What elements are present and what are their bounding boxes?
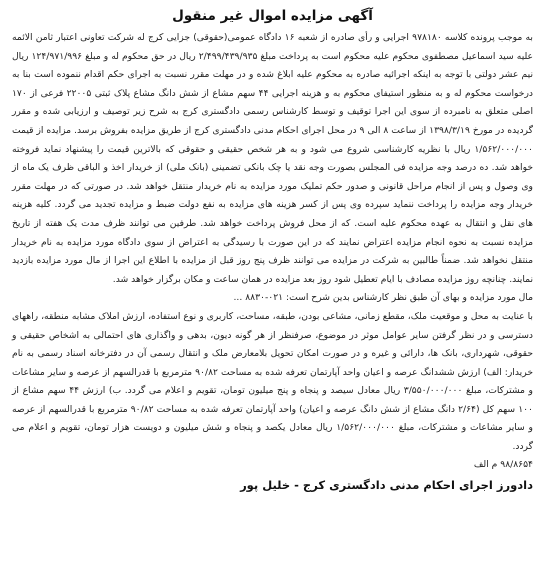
notice-signature: دادورز اجرای احکام مدنی دادگستری کرج - خلیل پور [240,477,533,492]
notice-body [12,29,533,457]
notice-paragraph-main: به موجب پرونده کلاسه ۹۷۸۱۸۰ اجرایی و رأی صادره از شعبه ۱۶ دادگاه عمومی(حقوقی) جزایی کرج له شرکت تعاونی اعتبار ثامن الائمه علیه سید اسماعیل مصطفوی محکوم علیه محکوم است به پرداخت مبلغ ۲/۴۹۹/۴۳۹/۹۳۵ ریال در حق محکوم له و مبلغ ۱۲۴/۹۷۱/۹۹۶ ریال نیم عشر دولتی با توجه به اینکه اجرائیه صادره به محکوم علیه ابلاغ شده و در مهلت مقرر نسبت به اجرای حکم اقدام ننموده است بنا به درخواست محکوم له و به منظور استیفای محکوم به و هزینه اجرایی ۴۴ سهم مشاع از شش دانگ مشاع پلاک ثبتی ۲۲۰۰۵ فرعی از ۱۷۰ اصلی متعلق به نامبرده از سوی این اجرا توقیف و توسط کارشناس رسمی دادگستری کرج به شرح زیر توصیف و ارزیابی شده و مقرر گردیده در مورخ ۱۳۹۸/۳/۱۹ از ساعت ۸ الی ۹ در محل اجرای احکام مدنی دادگستری کرج از طریق مزایده بفروش برسد. مزایده از قیمت ۱/۵۶۲/۰۰۰/۰۰۰ ریال با نظریه کارشناسی شروع می شود و به هر شخص حقیقی و حقوقی که بالاترین قیمت را پیشنهاد نماید فروخته خواهد شد. ده درصد وجه مزایده فی المجلس بصورت وجه نقد یا چک بانکی تضمینی (بانک ملی) از خریدار اخذ و الباقی ظرف یک ماه از وی وصول و پس از انجام مراحل قانونی و صدور حکم تملیک مورد مزایده به نام خریدار منتقل خواهد شد. در صورتی که در مهلت مقرر خریدار وجه مزایده را پرداخت ننماید سپرده وی پس از کسر هزینه های مزایده به نفع دولت ضبط و مزایده تجدید می گردد. کلیه هزینه های نقل و انتقال به عهده محکوم علیه است. که از محل فروش پرداخت خواهد شد. طرفین می توانند ظرف مدت یک هفته از تاریخ مزایده نسبت به نحوه انجام مزایده اعتراض نمایند که در این صورت با رسیدگی به اعتراض از سوی دادگاه مورد مزایده به نام خریدار منتقل نخواهد شد. ضمناً طالبین به شرکت در مزایده می توانند ظرف پنج روز قبل از مزایده با اطلاع این اجرا از مال مورد مزایده بازدید نمایند. چنانچه روز مزایده مصادف با ایام تعطیل شود روز بعد مزایده در همان ساعت و مکان برگزار خواهد شد. [12,32,533,285]
notice-reference-number: ۹۸/۸۶۵۴ م الف [473,458,533,470]
notice-paragraph-appraisal: با عنایت به محل و موقعیت ملک، مقطع زمانی، مشاعی بودن، طبقه، مساحت، کاربری و نوع استفاده، ارزش املاک مشابه منطقه، راههای دسترسی و در نظر گرفتن سایر عوامل موثر در موضوع، صرفنظر از هر گونه دیون، بدهی و واگذاری های احتمالی به اشخاص حقیقی و حقوقی، شهرداری، بانک ها، دارائی و غیره و در صورت امکان تحویل بلامعارض ملک و انتقال رسمی آن در دفترخانه اسناد رسمی به نام خریدار: الف) ارزش ششدانگ عرصه و اعیان واحد آپارتمان تعرفه شده به مساحت ۹۰/۸۲ مترمربع با قدرالسهم از عرصه و سایر مشاعات و مشترکات، مبلغ ۳/۵۵۰/۰۰۰/۰۰۰ ریال معادل سیصد و پنجاه و پنج میلیون تومان، تقویم و اعلام می گردد. ب) ارزش ۴۴ سهم مشاع از ۱۰۰ سهم کل (۲/۶۴ دانگ مشاع از شش دانگ عرصه و اعیان) واحد آپارتمان تعرفه شده به مساحت ۹۰/۸۲ مترمربع با قدرالسهم از عرصه و سایر مشاعات و مشترکات، مبلغ ۱/۵۶۲/۰۰۰/۰۰۰ ریال معادل یکصد و پنجاه و شش میلیون و دویست هزار تومان، تقویم و اعلام می گردد. [12,310,533,453]
notice-title: آگهی مزایده اموال غیر منقول [172,8,373,24]
notice-paragraph-appraisal-intro: مال مورد مزایده و بهای آن طبق نظر کارشناس بدین شرح است: ۰۲۱-۸۸۳۰ ... [233,292,533,304]
